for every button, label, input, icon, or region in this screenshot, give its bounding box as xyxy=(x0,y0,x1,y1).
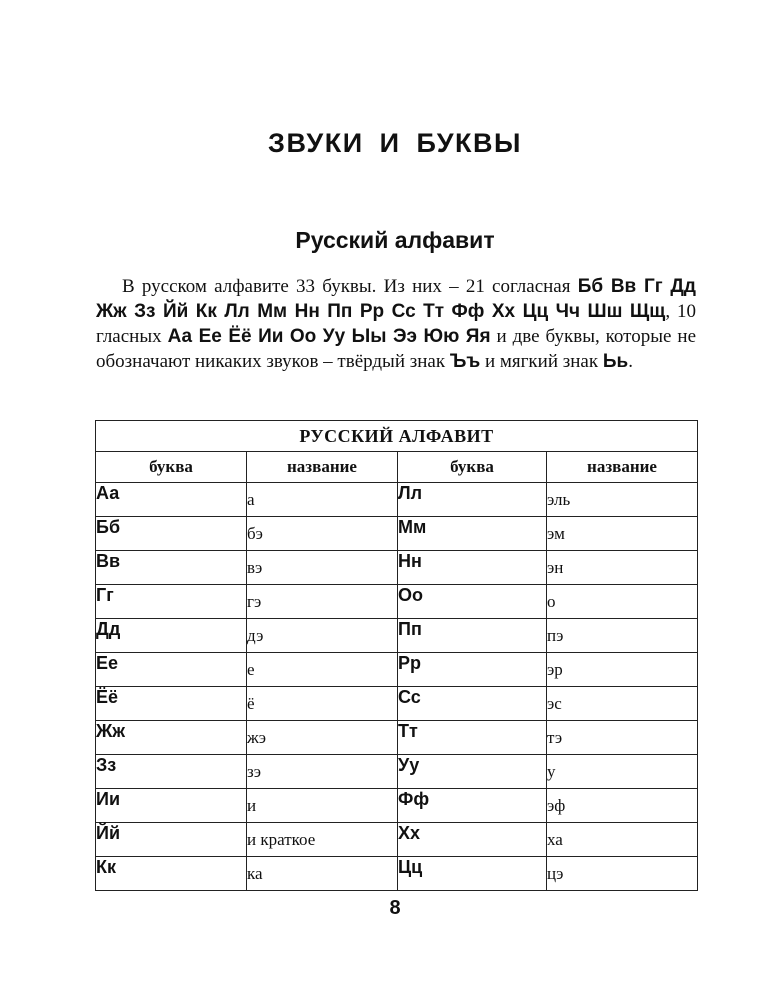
hard-sign: Ъъ xyxy=(449,351,481,372)
letter-name-cell: и краткое xyxy=(247,823,398,857)
letter-cell: Уу xyxy=(398,755,547,789)
paragraph-text-5: . xyxy=(628,351,633,372)
letter-cell: Ёё xyxy=(96,687,247,721)
letter-name-cell: ха xyxy=(547,823,698,857)
letter-name-cell: жэ xyxy=(247,721,398,755)
letter-cell: Лл xyxy=(398,483,547,517)
table-row xyxy=(96,585,698,619)
letter-name-cell: дэ xyxy=(247,619,398,653)
letter-cell: Хх xyxy=(398,823,547,857)
table-row xyxy=(96,653,698,687)
letter-name-cell: о xyxy=(547,585,698,619)
letter-cell: Фф xyxy=(398,789,547,823)
letter-cell: Йй xyxy=(96,823,247,857)
letter-cell: Мм xyxy=(398,517,547,551)
alphabet-paragraph xyxy=(96,274,696,374)
paragraph-text-4: и мягкий знак xyxy=(484,351,599,372)
letter-cell: Вв xyxy=(96,551,247,585)
letter-name-cell: ка xyxy=(247,857,398,891)
letter-cell: Кк xyxy=(96,857,247,891)
letter-cell: Сс xyxy=(398,687,547,721)
letter-name-cell: а xyxy=(247,483,398,517)
letter-cell: Ее xyxy=(96,653,247,687)
letter-cell: Рр xyxy=(398,653,547,687)
page-number: 8 xyxy=(389,897,401,919)
letter-cell: Жж xyxy=(96,721,247,755)
header-name-1: название xyxy=(247,452,398,483)
letter-cell: Дд xyxy=(96,619,247,653)
header-name-2: название xyxy=(547,452,698,483)
letter-cell: Гг xyxy=(96,585,247,619)
letter-name-cell: зэ xyxy=(247,755,398,789)
paragraph-text-3: и две буквы, которые не обозначают никаких звуков – твёрдый знак xyxy=(96,326,696,372)
letter-name-cell: бэ xyxy=(247,517,398,551)
paragraph-text-2: , 10 гласных xyxy=(96,301,697,347)
table-row xyxy=(96,823,698,857)
letter-cell: Ии xyxy=(96,789,247,823)
table-row xyxy=(96,857,698,891)
letter-name-cell: ё xyxy=(247,687,398,721)
letter-cell: Бб xyxy=(96,517,247,551)
soft-sign: Ьь xyxy=(602,351,629,372)
letter-cell: Пп xyxy=(398,619,547,653)
table-row xyxy=(96,755,698,789)
letter-name-cell: у xyxy=(547,755,698,789)
table-row xyxy=(96,721,698,755)
table-caption: РУССКИЙ АЛФАВИТ xyxy=(96,421,698,452)
letter-name-cell: цэ xyxy=(547,857,698,891)
table-row xyxy=(96,551,698,585)
letter-name-cell: е xyxy=(247,653,398,687)
letter-cell: Нн xyxy=(398,551,547,585)
header-letter-1: буква xyxy=(96,452,247,483)
letter-name-cell: тэ xyxy=(547,721,698,755)
letter-name-cell: пэ xyxy=(547,619,698,653)
letter-cell: Цц xyxy=(398,857,547,891)
section-subtitle: Русский алфавит xyxy=(295,227,495,253)
table-row xyxy=(96,687,698,721)
page-title: ЗВУКИ И БУКВЫ xyxy=(268,128,522,158)
letter-name-cell: и xyxy=(247,789,398,823)
table-row xyxy=(96,483,698,517)
letter-name-cell: эр xyxy=(547,653,698,687)
vowel-letters: Аа Ее Ёё Ии Оо Уу Ыы Ээ Юю Яя xyxy=(167,326,491,347)
table-row xyxy=(96,517,698,551)
letter-cell: Аа xyxy=(96,483,247,517)
header-letter-2: буква xyxy=(398,452,547,483)
letter-cell: Тт xyxy=(398,721,547,755)
table-row xyxy=(96,619,698,653)
letter-name-cell: эн xyxy=(547,551,698,585)
letter-name-cell: вэ xyxy=(247,551,398,585)
letter-name-cell: эль xyxy=(547,483,698,517)
paragraph-text-1: В русском алфавите 33 буквы. Из них – 21 согласная xyxy=(122,276,571,297)
letter-cell: Оо xyxy=(398,585,547,619)
letter-name-cell: эф xyxy=(547,789,698,823)
consonant-letters: Бб Вв Гг Дд Жж Зз Йй Кк Лл Мм Нн Пп Рр Сс Тт Фф Хх Цц Чч Шш Щщ xyxy=(96,276,696,322)
letter-name-cell: эм xyxy=(547,517,698,551)
letter-name-cell: эс xyxy=(547,687,698,721)
letter-name-cell: гэ xyxy=(247,585,398,619)
table-row xyxy=(96,789,698,823)
alphabet-table xyxy=(95,420,698,891)
letter-cell: Зз xyxy=(96,755,247,789)
